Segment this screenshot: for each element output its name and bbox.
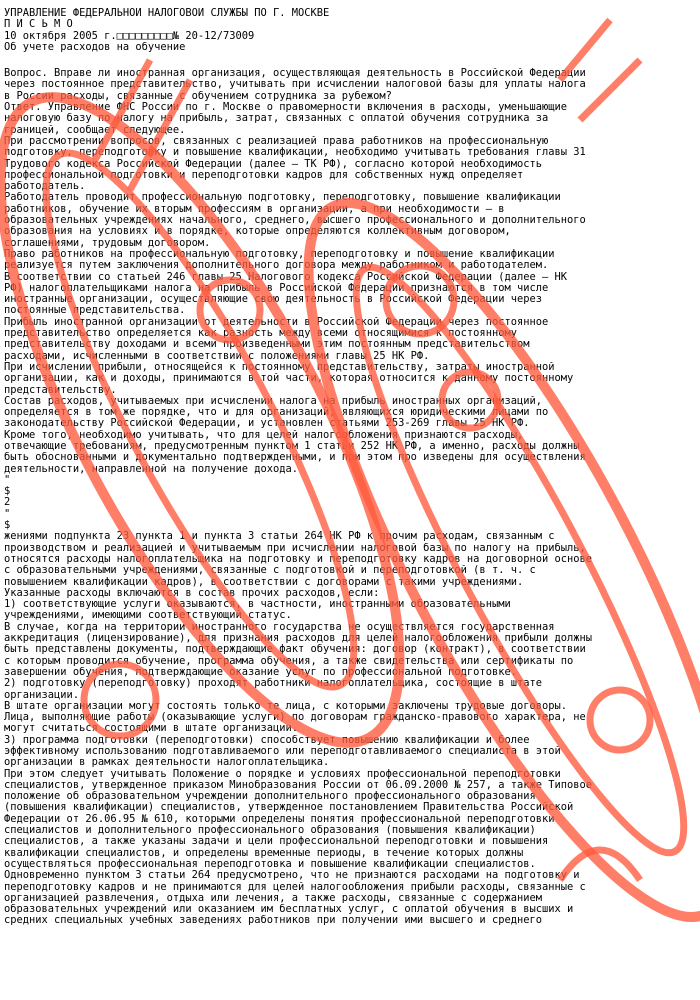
body-text-line: представительству доходами и всеми произведенными этим постоянным представительством <box>4 339 530 351</box>
header-line: 10 октября 2005 г.□□□□□□□□□№ 20-12/73009 <box>4 30 255 42</box>
body-text-line: Состав расходов, учитываемых при исчислении налога на прибыль иностранных организаций, <box>4 395 542 407</box>
body-text-line: границей, сообщает следующее. <box>4 124 186 136</box>
document-body-part1 <box>4 68 696 475</box>
body-text-line: организации, как и доходы, принимаются в той части, которая относится к данному постоянному <box>4 373 574 385</box>
body-text-line: Работодатель проводит профессиональную подготовку, переподготовку, повышение квалификации <box>4 192 561 204</box>
body-text-line: относятся расходы налогоплательщика на подготовку и переподготовку кадров на договорной основе <box>4 553 593 565</box>
body-text-line: Ответ. Управление ФНС России по г. Москве о правомерности включения в расходы, уменьшающие <box>4 102 568 114</box>
body-text-line: организацией развлечения, отдыха или лечения, а также расходы, связанные с содержанием <box>4 892 542 904</box>
body-text-line: средних специальных учебных заведениях работников при получении ими высшего и среднего <box>4 915 542 927</box>
body-text-line: отвечающие требованиям, предусмотренным пунктом 1 статьи 252 НК РФ, а именно, расходы должны <box>4 440 580 452</box>
body-text-line: деятельности, направленной на получение дохода. <box>4 463 299 475</box>
body-text-line: через постоянное представительство, учитывать при исчислении налоговой базы для уплаты налога <box>4 79 586 91</box>
body-text-line: 1) соответствующие услуги оказываются, в частности, иностранными образовательными <box>4 599 511 611</box>
header-line: УПРАВЛЕНИЕ ФЕДЕРАЛЬНОЙ НАЛОГОВОЙ СЛУЖБЫ ПО Г. МОСКВЕ <box>4 8 330 19</box>
body-text-line: Кроме того, необходимо учитывать, что для целей налогообложения признаются расходы, <box>4 429 524 441</box>
body-text-line: Лица, выполняющие работы (оказывающие услуги) по договорам гражданско-правового характера, не <box>4 712 586 724</box>
body-text-line: Трудового кодекса Российской Федерации (далее – ТК РФ), согласно которой необходимость <box>4 158 542 170</box>
body-text-line: подготовку, переподготовку и повышение квалификации, необходимо учитывать требования главы 31 <box>4 147 586 159</box>
body-text-line: При этом следует учитывать Положение о порядке и условиях профессиональной переподготовки <box>4 768 561 780</box>
body-text-line: Прибыль иностранной организации от деятельности в Российской Федерации через постоянное <box>4 316 549 328</box>
document-page <box>4 8 696 927</box>
document-header <box>4 8 696 53</box>
artifact-line: " <box>4 474 11 486</box>
body-text-line: с образовательными учреждениями, связанные с подготовкой и переподготовкой (в т. ч. с <box>4 565 536 577</box>
body-text-line: работников, обучение их вторым профессиям в организации, а при необходимости – в <box>4 203 505 215</box>
body-text-line: В соответствии со статьей 246 главы 25 Налогового кодекса Российской Федерации (далее – НК <box>4 271 568 283</box>
body-text-line: в России расходы, связанные с обучением сотрудника за рубежом? <box>4 90 392 102</box>
body-text-line: эффективному использованию подготавливаемого или переподготавливаемого специалиста в этой <box>4 746 561 757</box>
header-line: Об учете расходов на обучение <box>4 41 186 53</box>
body-text-line: образования на условиях и в порядке, которые определяются коллективным договором, <box>4 226 511 238</box>
body-text-line: специалистов, а также указаны задачи и цели профессиональной переподготовки и повышения <box>4 836 549 848</box>
body-text-line: образовательных учреждений или оказанием им бесплатных услуг, с оплатой обучения в высших и <box>4 904 574 916</box>
page-break-artifacts <box>4 475 696 531</box>
body-text-line: с которым проводится обучение, программа обучения, а также свидетельства или сертификаты по <box>4 655 574 667</box>
header-spacer <box>4 53 696 68</box>
body-text-line: работодатель. <box>4 181 86 193</box>
body-text-line: быть обоснованными и документально подтвержденными, и при этом про изведены для осуществления <box>4 452 586 464</box>
body-text-line: представительству. <box>4 384 117 396</box>
body-text-line: 2) подготовку (переподготовку) проходят работники налогоплательщика, состоящие в штате <box>4 678 542 690</box>
body-text-line: расходами, исчисленными в соответствии с положениями главы 25 НК РФ. <box>4 350 430 362</box>
body-text-line: жениями подпункта 23 пункта 1 и пункта 3 статьи 264 НК РФ к прочим расходам, связанным с <box>4 531 555 543</box>
body-text-line: законодательству Российской Федерации, и установлен статьями 253-269 главы 25 НК РФ. <box>4 418 530 430</box>
body-text-line: профессиональной подготовки и переподготовки кадров для собственных нужд определяет <box>4 169 524 181</box>
body-text-line: могут считаться состоящими в штате организации. <box>4 723 299 735</box>
body-text-line: завершении обучения, подтверждающие оказание услуг по профессиональной подготовке. <box>4 666 517 678</box>
artifact-line: " <box>4 508 11 520</box>
body-text-line: организации. <box>4 689 80 701</box>
body-text-line: Федерации от 26.06.95 № 610, которыми определены понятия профессиональной переподготовки <box>4 813 555 825</box>
body-text-line: производством и реализацией и учитываемым при исчислении налоговой базы по налогу на прибыль, <box>4 542 586 554</box>
body-text-line: (повышения квалификации) специалистов, утвержденное постановлением Правительства Российской <box>4 802 574 814</box>
body-text-line: специалистов, утвержденное приказом Минобразования России от 06.09.2000 № 257, а также Типовое <box>4 779 593 791</box>
body-text-line: организации в рамках деятельности налогоплательщика. <box>4 757 330 769</box>
body-text-line: квалификации специалистов, и определены временные периоды, в течение которых должны <box>4 847 524 859</box>
document-body-part2 <box>4 531 696 926</box>
body-text-line: При исчислении прибыли, относящейся к постоянному представительству, затраты иностранной <box>4 361 555 373</box>
body-text-line: соглашениями, трудовым договором. <box>4 237 211 249</box>
header-line: П И С Ь М О <box>4 19 73 31</box>
artifact-line: $ <box>4 486 11 498</box>
body-text-line: учреждениями, имеющими соответствующий статус. <box>4 610 292 622</box>
body-text-line: представительство определяется как разность между всеми относящимися к постоянному <box>4 328 517 340</box>
body-text-line: определяется в том же порядке, что и для организаций, являющихся юридическими лицами по <box>4 407 549 419</box>
body-text-line: В случае, когда на территории иностранного государства не осуществляется государственная <box>4 621 555 633</box>
body-text-line: аккредитация (лицензирование), для признания расходов для целей налогообложения прибыли должны <box>4 633 593 645</box>
body-text-line: осуществляться профессиональная переподготовка и повышение квалификации специалистов. <box>4 858 536 870</box>
body-text-line: Вопрос. Вправе ли иностранная организация, осуществляющая деятельность в Российской Федерации <box>4 68 586 80</box>
body-text-line: переподготовку кадров и не принимаются для целей налогообложения прибыли расходы, связанные с <box>4 881 586 893</box>
body-text-line: Указанные расходы включаются в состав прочих расходов, если: <box>4 587 380 599</box>
body-text-line: постоянные представительства. <box>4 305 186 317</box>
body-text-line: реализуется путем заключения дополнительного договора между работником и работодателем. <box>4 260 549 272</box>
artifact-line: 2 <box>4 497 11 509</box>
artifact-line: $ <box>4 520 11 532</box>
body-text-line: В штате организации могут состоять только те лица, с которыми заключены трудовые договоры. <box>4 700 568 712</box>
body-text-line: быть представлены документы, подтверждающие факт обучения: договор (контракт), в соответствии <box>4 644 586 656</box>
body-text-line: специалистов и дополнительного профессионального образования (повышения квалификации) <box>4 825 536 837</box>
body-text-line: Одновременно пунктом 3 статьи 264 предусмотрено, что не признаются расходами на подготовку и <box>4 870 580 882</box>
body-text-line: иностранные организации, осуществляющие свою деятельность в Российской Федерации через <box>4 294 542 306</box>
body-text-line: положение об образовательном учреждении дополнительного профессионального образования <box>4 791 536 803</box>
body-text-line: повышением квалификации кадров), в соответствии с договорами с такими учреждениями. <box>4 576 524 588</box>
body-text-line: 3) программа подготовки (переподготовки) способствует повышению квалификации и более <box>4 734 530 746</box>
body-text-line: Право работников на профессиональную подготовку, переподготовку и повышение квалификации <box>4 248 555 260</box>
body-text-line: налоговую базу по налогу на прибыль, затрат, связанных с оплатой обучения сотрудника за <box>4 113 549 125</box>
body-text-line: При рассмотрении вопросов, связанных с реализацией права работников на профессиональную <box>4 135 549 147</box>
body-text-line: РФ) налогоплательщиками налога на прибыль в Российской Федерации признаются в том числе <box>4 282 549 294</box>
body-text-line: образовательных учреждениях начального, среднего, высшего профессионального и дополнительного <box>4 215 586 227</box>
